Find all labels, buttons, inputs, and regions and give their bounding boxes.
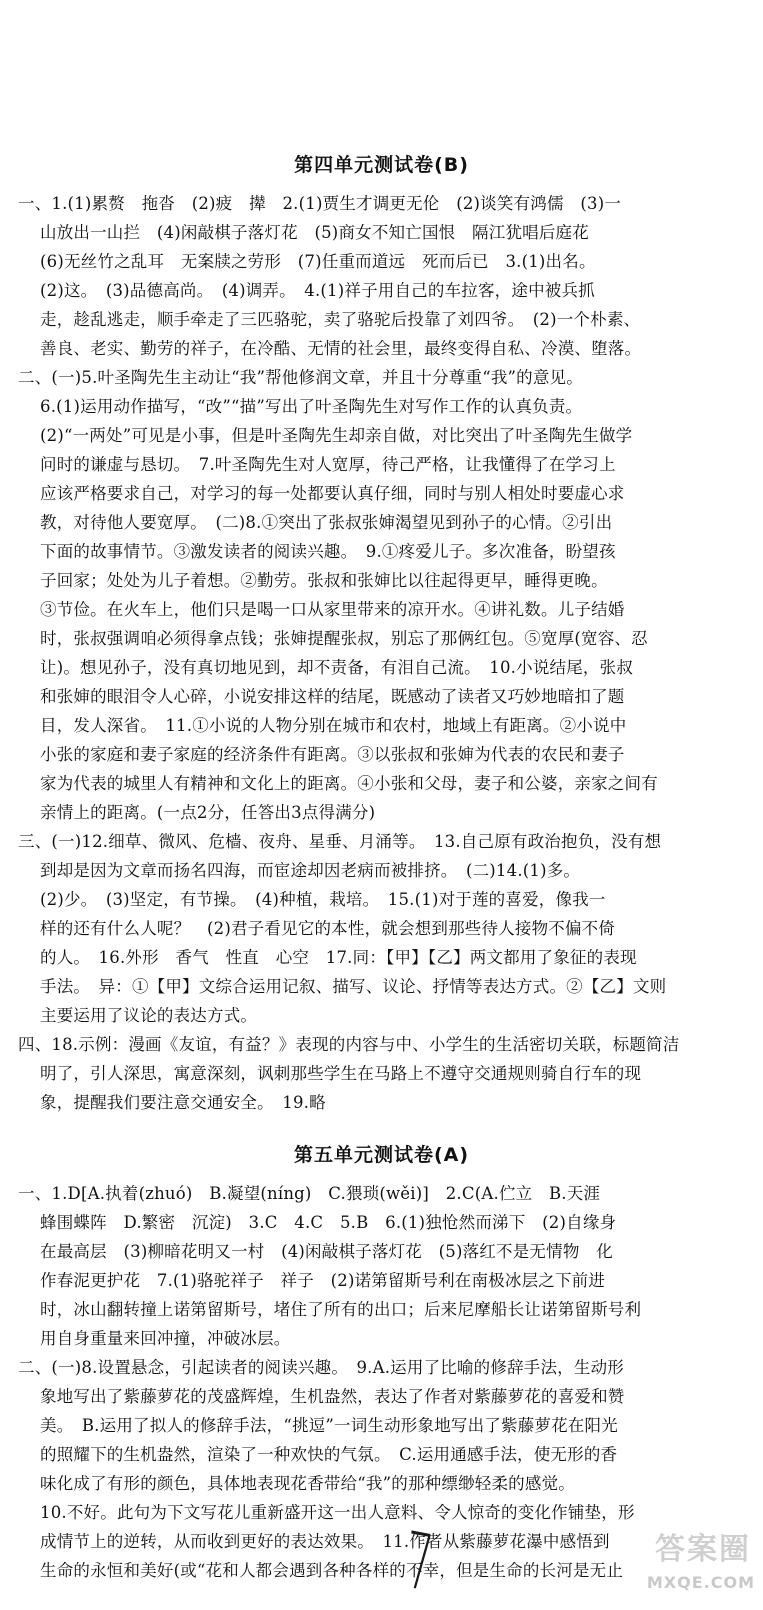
answer-line: 生命的永恒和美好(或“花和人都会遇到各种各样的不幸，但是生命的长河是无止	[40, 1561, 624, 1580]
answer-line: 用自身重量来回冲撞，冲破冰层。	[40, 1329, 291, 1348]
answer-line: 味化成了有形的颜色，具体地表现花香带给“我”的那种缥缈轻柔的感觉。	[40, 1474, 575, 1493]
answer-line: 应该严格要求自己，对学习的每一处都要认真仔细，同时与别人相处时要虚心求	[40, 484, 625, 503]
answer-line: 主要运用了议论的表达方式。	[40, 1006, 258, 1025]
answer-line: 下面的故事情节。③激发读者的阅读兴趣。 9.①疼爱儿子。多次准备，盼望孩	[40, 542, 616, 561]
answer-line: 走，趁乱逃走，顺手牵走了三匹骆驼，卖了骆驼后投靠了刘四爷。 (2)一个朴素、	[40, 310, 641, 329]
section-title-unit4-b: 第四单元测试卷(B)	[294, 154, 469, 176]
answer-line: (2)这。 (3)品德高尚。 (4)调弄。 4.(1)祥子用自己的车拉客，途中被兵抓	[40, 281, 595, 300]
answer-line: 让)。想见孙子，没有真切地见到，却不责备，有泪自己流。 10.小说结尾，张叔	[40, 658, 634, 677]
answer-line: 目，发人深省。 11.①小说的人物分别在城市和农村，地域上有距离。②小说中	[40, 716, 627, 735]
answer-line: 二、(一)8.设置悬念，引起读者的阅读兴趣。 9.A.运用了比喻的修辞手法，生动形	[18, 1358, 624, 1377]
answer-line: 和张婶的眼泪令人心碎，小说安排这样的结尾，既感动了读者又巧妙地暗扣了题	[40, 687, 625, 706]
answer-line: ③节俭。在火车上，他们只是喝一口从家里带来的凉开水。④讲礼数。儿子结婚	[40, 600, 625, 619]
answer-line: 象，提醒我们要注意交通安全。 19.略	[40, 1093, 326, 1112]
answer-line: 一、1.(1)累赘 拖沓 (2)疲 撵 2.(1)贾生才调更无伦 (2)谈笑有鸿儒 (3)一	[18, 194, 622, 213]
section-title-unit5-a: 第五单元测试卷(A)	[293, 1144, 470, 1166]
answer-line: 蜂围蝶阵 D.繁密 沉淀) 3.C 4.C 5.B 6.(1)独怆然而涕下 (2)自缘身	[40, 1213, 617, 1232]
answer-line: 问时的谦虚与恳切。 7.叶圣陶先生对人宽厚，待己严格，让我懂得了在学习上	[40, 455, 616, 474]
answer-line: 四、18.示例：漫画《友谊，有益？》表现的内容与中、小学生的生活密切关联，标题简洁	[18, 1035, 680, 1054]
page-number: 7	[403, 1515, 436, 1610]
answer-line: (2)少。 (3)坚定，有节操。 (4)种植，栽培。 15.(1)对于莲的喜爱，像我一	[40, 890, 606, 909]
watermark-logo: 答案圈	[655, 1532, 751, 1567]
answer-line: 教，对待他人要宽厚。 (二)8.①突出了张叔张婶渴望见到孙子的心情。②引出	[40, 513, 613, 532]
watermark-url: MXQE.COM	[646, 1573, 755, 1592]
answer-line: 到却是因为文章而扬名四海，而宦途却因老病而被排挤。 (二)14.(1)多。	[40, 861, 581, 880]
answer-line: 时，冰山翻转撞上诺第留斯号，堵住了所有的出口；后来尼摩船长让诺第留斯号利	[40, 1300, 642, 1319]
answer-line: 二、(一)5.叶圣陶先生主动让“我”帮他修润文章，并且十分尊重“我”的意见。	[18, 368, 583, 387]
answer-line: 一、1.D[A.执着(zhuó) B.凝望(níng) C.猥琐(wěi)] 2.C(A.伫立 B.天涯	[18, 1184, 601, 1203]
answer-line: 时，张叔强调咱必须得拿点钱；张婶提醒张叔，别忘了那俩红包。⑤宽厚(宽容、忍	[40, 629, 648, 648]
answer-line: 美。 B.运用了拟人的修辞手法，“挑逗”一词生动形象地写出了紫藤萝花在阳光	[40, 1416, 618, 1435]
answer-line: 善良、老实、勤劳的祥子，在冷酷、无情的社会里，最终变得自私、冷漠、堕落。	[40, 339, 642, 358]
answer-line: 样的还有什么人呢？ (2)君子看见它的本性，就会想到那些待人接物不偏不倚	[40, 919, 616, 938]
answer-line: 的照耀下的生机盎然，渲染了一种欢快的气氛。 C.运用通感手法，使无形的香	[40, 1445, 618, 1464]
answer-line: 成情节上的逆转，从而收到更好的表达效果。 11.作者从紫藤萝花瀑中感悟到	[40, 1532, 610, 1551]
answer-line: 山放出一山拦 (4)闲敲棋子落灯花 (5)商女不知亡国恨 隔江犹唱后庭花	[40, 223, 589, 242]
answer-line: 象地写出了紫藤萝花的茂盛辉煌，生机盎然，表达了作者对紫藤萝花的喜爱和赞	[40, 1387, 625, 1406]
answer-line: 家为代表的城里人有精神和文化上的距离。④小张和父母，妻子和公婆，亲家之间有	[40, 774, 658, 793]
answer-line: 作春泥更护花 7.(1)骆驼祥子 祥子 (2)诺第留斯号利在南极冰层之下前进	[40, 1271, 606, 1290]
answer-line: 手法。 异：①【甲】文综合运用记叙、描写、议论、抒情等表达方式。②【乙】文则	[40, 977, 667, 996]
answer-line: 子回家；处处为儿子着想。②勤劳。张叔和张婶比以往起得更早，睡得更晚。	[40, 571, 608, 590]
answer-line: 的人。 16.外形 香气 性直 心空 17.同：【甲】【乙】两文都用了象征的表现	[40, 948, 637, 967]
answer-line: 在最高层 (3)柳暗花明又一村 (4)闲敲棋子落灯花 (5)落红不是无情物 化	[40, 1242, 613, 1261]
answer-line: 亲情上的距离。(一点2分，任答出3点得满分)	[40, 803, 376, 822]
answer-line: 10.不好。此句为下文写花儿重新盛开这一出人意料、令人惊奇的变化作铺垫，形	[40, 1503, 635, 1522]
answer-line: 明了，引人深思，寓意深刻，讽刺那些学生在马路上不遵守交通规则骑自行车的现	[40, 1064, 642, 1083]
answer-line: (6)无丝竹之乱耳 无案牍之劳形 (7)任重而道远 死而后已 3.(1)出名。	[40, 252, 596, 271]
answer-line: (2)“一两处”可见是小事，但是叶圣陶先生却亲自做，对比突出了叶圣陶先生做学	[40, 426, 633, 445]
answer-line: 三、(一)12.细草、微风、危樯、夜舟、星垂、月涌等。 13.自己原有政治抱负，没有想	[18, 832, 662, 851]
answer-line: 6.(1)运用动作描写，“改”“描”写出了叶圣陶先生对写作工作的认真负责。	[40, 397, 583, 416]
answer-line: 小张的家庭和妻子家庭的经济条件有距离。③以张叔和张婶为代表的农民和妻子	[40, 745, 625, 764]
